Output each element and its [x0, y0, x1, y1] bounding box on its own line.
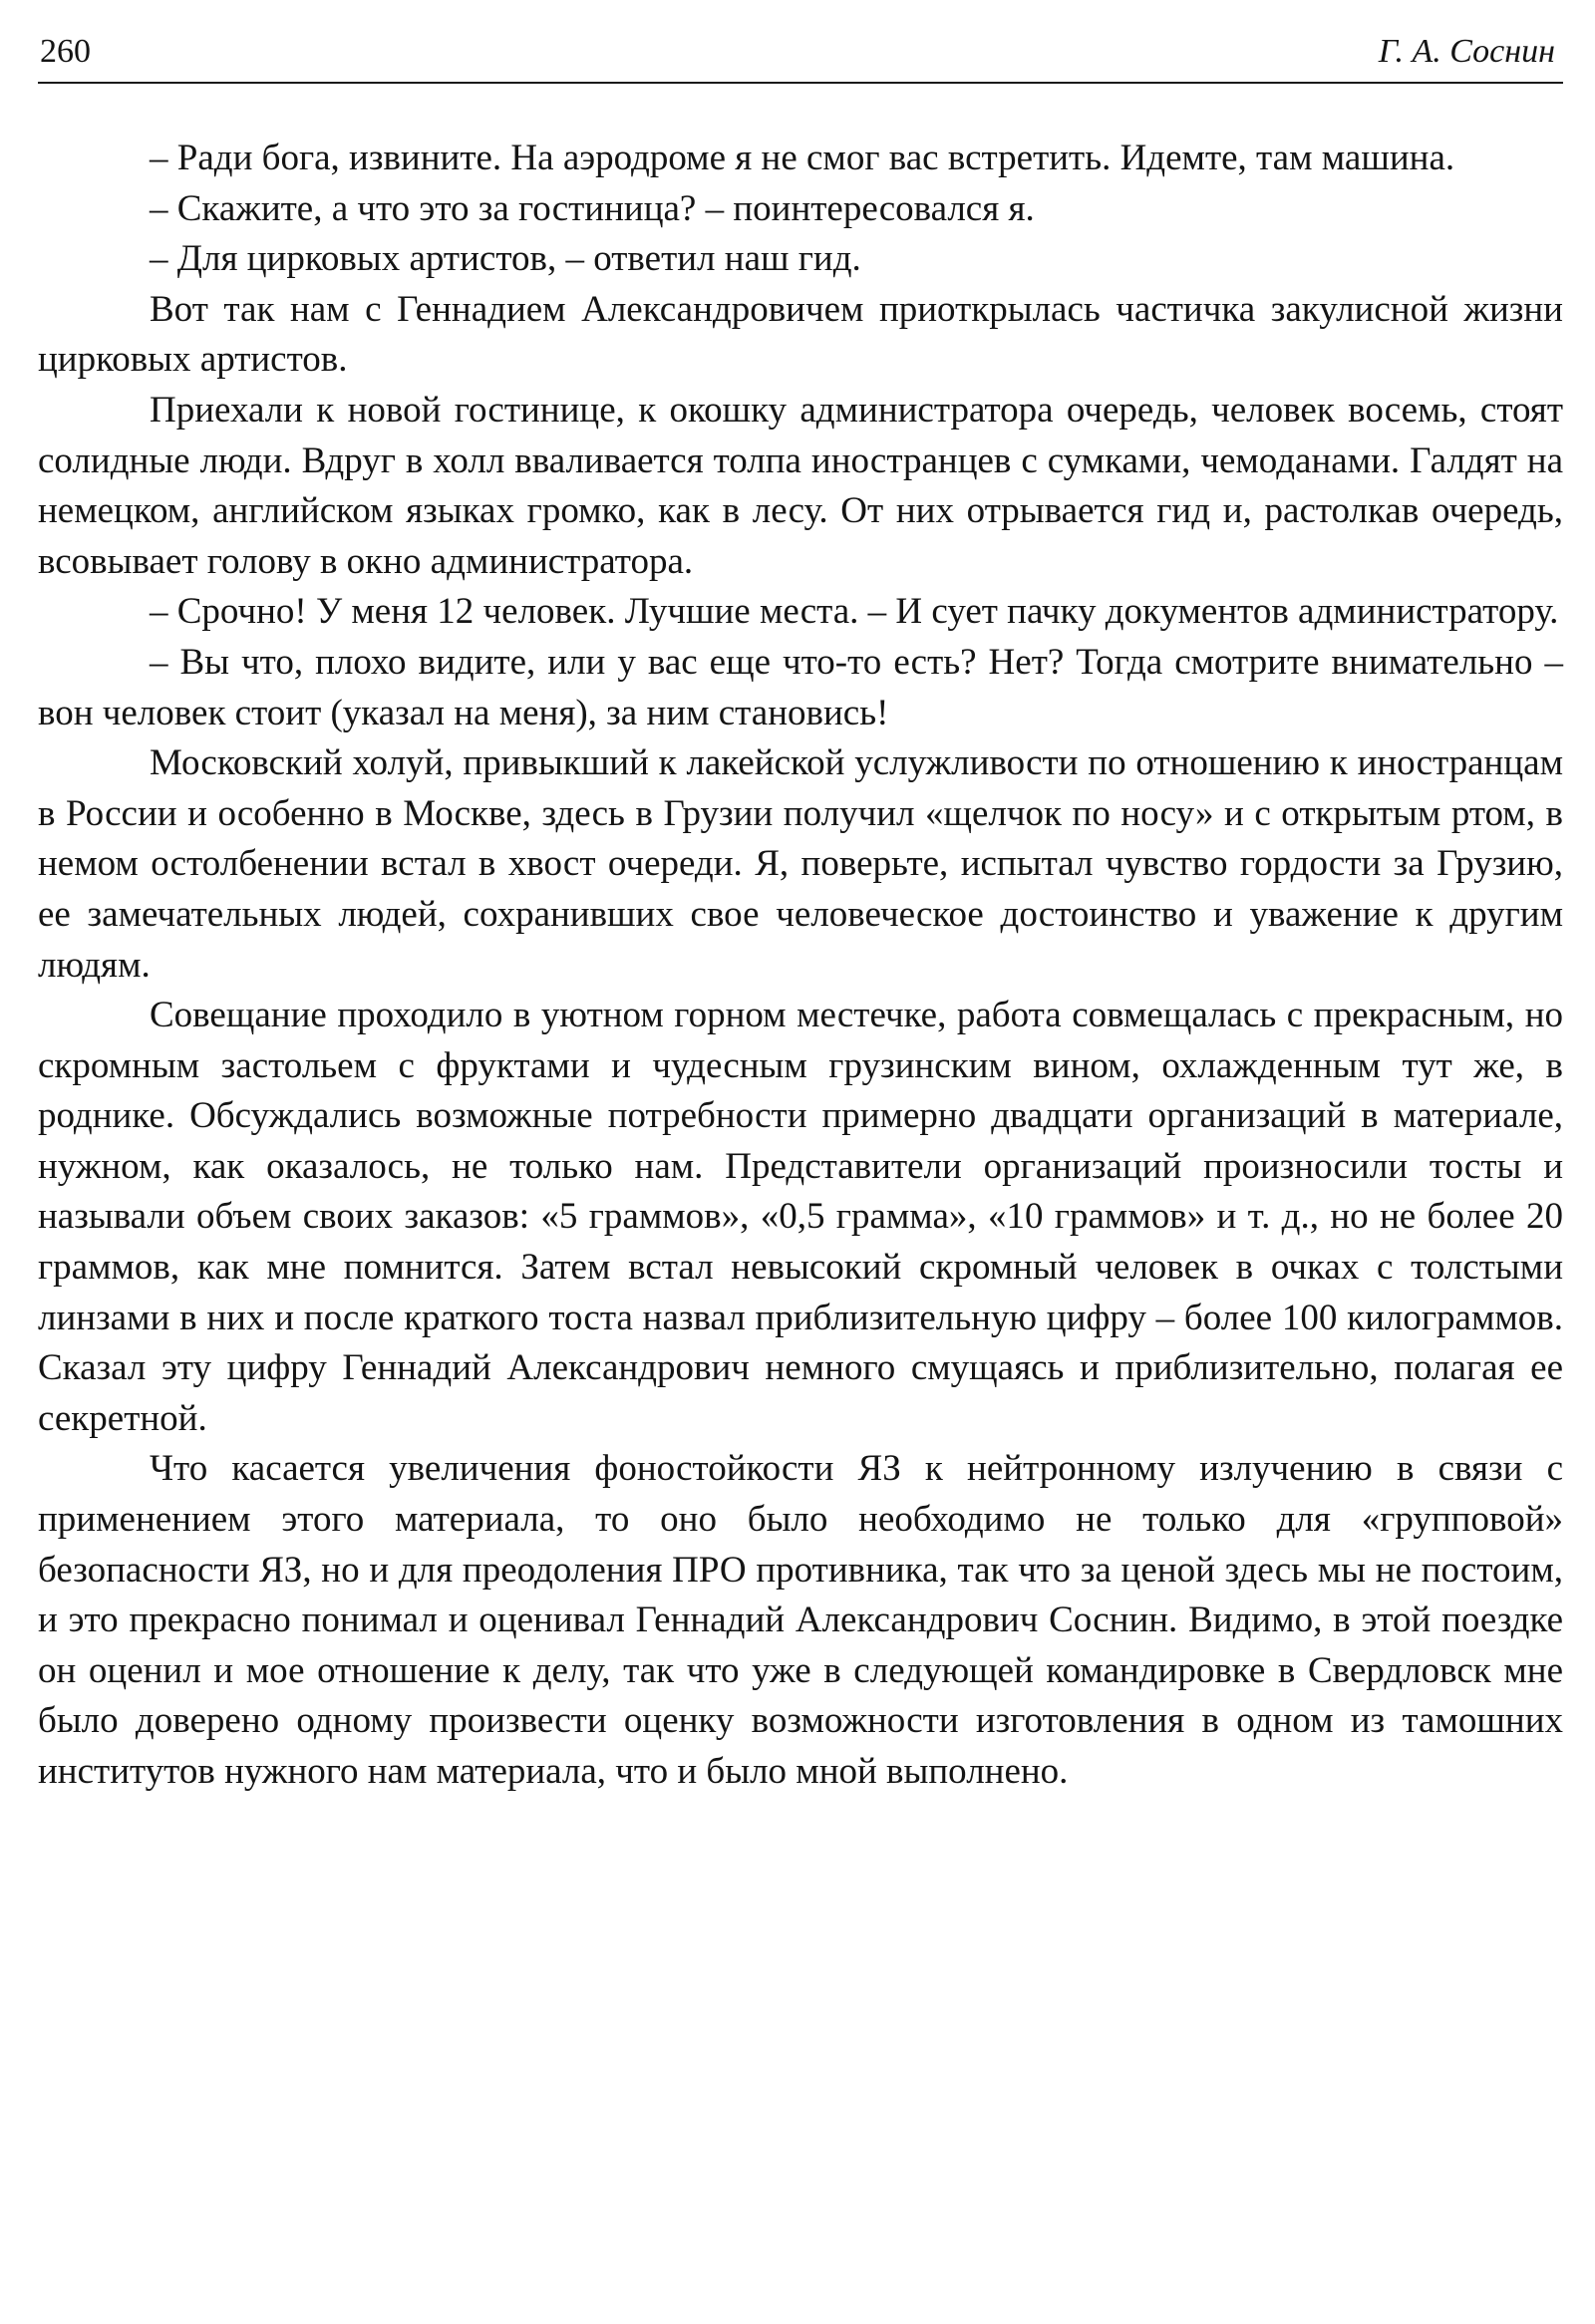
paragraph: Приехали к новой гостинице, к окошку администратора очередь, человек восемь, стоят солидные люди. Вдруг в холл вваливается толпа иностранцев с сумками, чемоданами. Галдят на немецком, английском языках громко, как в лесу. От них отрывается гид и, растолкав очередь, всовывает голову в окно администратора. [38, 389, 1563, 582]
page-number: 260 [40, 33, 91, 70]
paragraph: – Скажите, а что это за гостиница? – поинтересовался я. [150, 187, 1035, 229]
paragraph: Совещание проходило в уютном горном местечке, работа совмещалась с прекрасным, но скромным застольем с фруктами и чудесным грузинским вином, охлажденным тут же, в роднике. Обсуждались возможные потребности примерно двадцати организаций в материале, нужном, как оказалось, не только нам. Представители организаций произносили тосты и называли объем своих заказов: «5 граммов», «0,5 грамма», «10 граммов» и т. д., но не более 20 граммов, как мне помнится. Затем встал невысокий скромный человек в очках с толстыми линзами в них и после краткого тоста назвал приблизительную цифру – более 100 килограммов. Сказал эту цифру Геннадий Александрович немного смущаясь и приблизительно, полагая ее секретной. [38, 995, 1563, 1439]
paragraph: – Ради бога, извините. На аэродроме я не смог вас встретить. Идемте, там машина. [150, 138, 1455, 178]
running-head-author: Г. А. Соснин [1378, 33, 1555, 70]
page-header [38, 24, 1563, 84]
paragraph: Московский холуй, привыкший к лакейской услужливости по отношению к иностранцам в России и особенно в Москве, здесь в Грузии получил «щелчок по носу» и с открытым ртом, в немом остолбенении встал в хвост очереди. Я, поверьте, испытал чувство гордости за Грузию, ее замечательных людей, сохранивших свое человеческое достоинство и уважение к другим людям. [38, 742, 1563, 986]
body-text [38, 134, 1563, 1798]
paragraph: Вот так нам с Геннадием Александровичем приоткрылась частичка закулисной жизни цирковых артистов. [38, 288, 1563, 381]
paragraph: – Вы что, плохо видите, или у вас еще что-то есть? Нет? Тогда смотрите внимательно – вон человек стоит (указал на меня), за ним становись! [38, 641, 1563, 733]
paragraph: – Срочно! У меня 12 человек. Лучшие места. – И сует пачку документов администратору. [150, 591, 1559, 633]
paragraph: Что касается увеличения фоностойкости ЯЗ к нейтронному излучению в связи с применением этого материала, то оно было необходимо не только для «групповой» безопасности ЯЗ, но и для преодоления ПРО противника, так что за ценой здесь мы не постоим, и это прекрасно понимал и оценивал Геннадий Александрович Соснин. Видимо, в этой поездке он оценил и мое отношение к делу, так что уже в следующей командировке в Свердловск мне было доверено одному произвести оценку возможности изготовления в одном из тамошних институтов нужного нам материала, что и было мной выполнено. [38, 1448, 1563, 1792]
paragraph: – Для цирковых артистов, – ответил наш гид. [150, 238, 861, 280]
